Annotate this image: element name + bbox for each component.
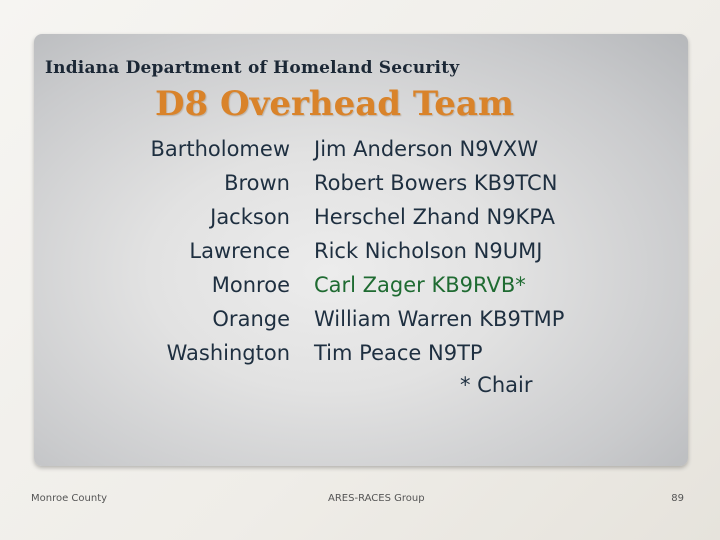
roster-row — [0, 336, 720, 370]
roster-row — [0, 166, 720, 200]
county-name: Lawrence — [189, 239, 290, 263]
roster-row — [0, 200, 720, 234]
roster-row — [0, 234, 720, 268]
footer-center-text: ARES-RACES Group — [328, 493, 425, 504]
agency-heading: Indiana Department of Homeland Security — [45, 58, 460, 78]
chair-footnote: * Chair — [460, 373, 533, 397]
county-name: Washington — [166, 341, 290, 365]
member-name: Herschel Zhand N9KPA — [314, 205, 555, 229]
member-name: William Warren KB9TMP — [314, 307, 565, 331]
footer-left-text: Monroe County — [31, 493, 108, 504]
member-name: Tim Peace N9TP — [314, 341, 483, 365]
member-name: Rick Nicholson N9UMJ — [314, 239, 543, 263]
page-number: 89 — [671, 493, 684, 504]
slide-title: D8 Overhead Team — [155, 84, 514, 124]
county-name: Orange — [212, 307, 290, 331]
member-name: Jim Anderson N9VXW — [314, 137, 539, 161]
member-name: Robert Bowers KB9TCN — [314, 171, 558, 195]
county-name: Brown — [224, 171, 290, 195]
roster-row — [0, 302, 720, 336]
roster-row — [0, 268, 720, 302]
county-name: Bartholomew — [150, 137, 290, 161]
chair-member-name: Carl Zager KB9RVB* — [314, 273, 526, 297]
roster-row — [0, 132, 720, 166]
county-name: Jackson — [210, 205, 290, 229]
county-name: Monroe — [211, 273, 290, 297]
